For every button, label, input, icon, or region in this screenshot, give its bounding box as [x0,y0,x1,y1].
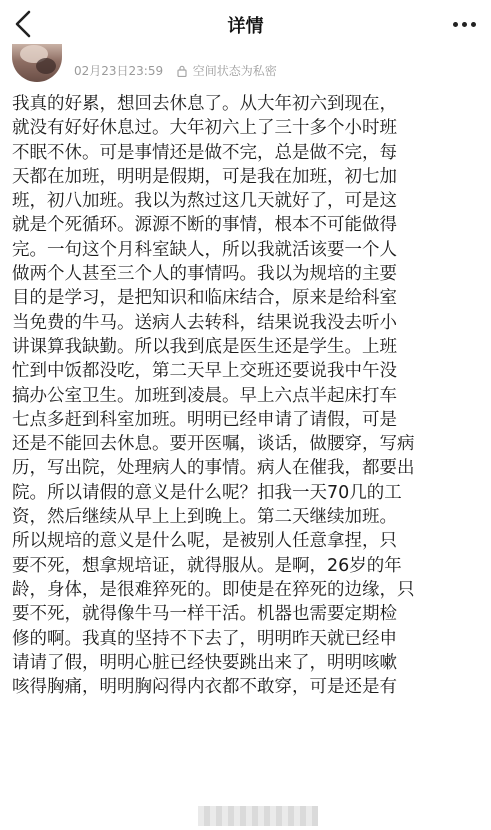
post-line: 我真的好累，想回去休息了。从大年初六到现在， [12,94,397,114]
post-line: 龄，身体，是很难猝死的。即使是在猝死的边缘，只 [12,579,415,600]
post-line: 班，初八加班。我以为熬过这几天就好了，可是这 [12,191,397,212]
more-dots-icon[interactable] [453,22,477,28]
post-line: 讲课算我缺勤。所以我到底是医生还是学生。上班 [12,336,397,357]
post-line: 搞办公室卫生。加班到凌晨。早上六点半起床打车 [12,385,397,406]
post-line: 咳得胸痛，明明胸闷得内衣都不敢穿，可是还是有 [12,677,397,698]
watermark [198,806,318,826]
post-line: 当免费的牛马。送病人去转科，结果说我没去听小 [12,312,397,333]
privacy-status: 空间状态为私密 [192,64,277,78]
post-line: 修的啊。我真的坚持不下去了，明明昨天就已经申 [12,628,397,649]
post-body [12,92,480,699]
post-line: 目的是学习，是把知识和临床结合，原来是给科室 [12,288,397,309]
post-line: 七点多赶到科室加班。明明已经申请了请假，可是 [12,409,397,430]
post-line: 完。一句这个月科室缺人，所以我就活该要一个人 [12,239,397,260]
post-line: 不眠不休。可是事情还是做不完，总是做不完，每 [12,142,397,163]
post-line: 历，写出院，处理病人的事情。病人在催我，都要出 [12,458,415,479]
post-line: 还是不能回去休息。要开医嘱，谈话，做腰穿，写病 [12,434,415,455]
avatar[interactable] [12,44,62,82]
post-date: 02月23日23:59 [74,64,164,78]
post-line: 请请了假，明明心脏已经快要跳出来了，明明咳嗽 [12,652,397,673]
page-title: 详情 [227,16,264,37]
post-line: 就是个死循环。源源不断的事情，根本不可能做得 [12,215,397,236]
post-line: 院。所以请假的意义是什么呢？扣我一天70几的工 [12,482,402,503]
post-line: 要不死，就得像牛马一样干活。机器也需要定期检 [12,604,397,625]
post-line: 做两个人甚至三个人的事情吗。我以为规培的主要 [12,264,397,285]
post-meta [74,62,277,80]
lock-icon [177,65,187,80]
post-line: 要不死，想拿规培证，就得服从。是啊，26岁的年 [12,555,402,576]
post-line: 资，然后继续从早上上到晚上。第二天继续加班。 [12,507,397,528]
top-navigation-bar [0,0,491,48]
post-line: 所以规培的意义是什么呢，是被别人任意拿捏，只 [12,531,397,552]
post-line: 忙到中饭都没吃，第二天早上交班还要说我中午没 [12,361,397,382]
post-line: 天都在加班，明明是假期，可是我在加班，初七加 [12,166,397,187]
post-line: 就没有好好休息过。大年初六上了三十多个小时班 [12,118,397,139]
